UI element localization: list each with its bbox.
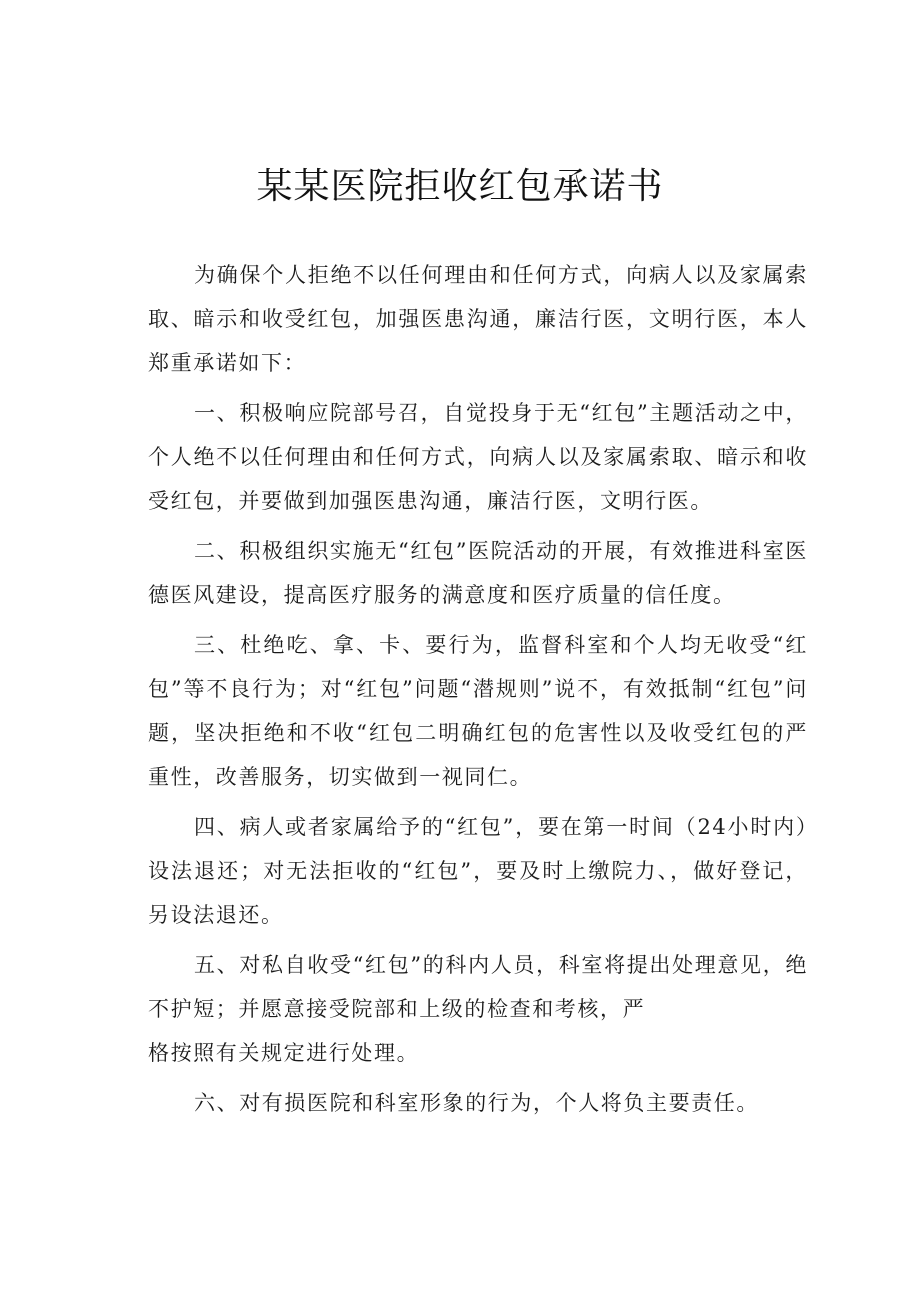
commitment-paragraph-1: 一、积极响应院部号召，自觉投身于无“红包”主题活动之中，个人绝不以任何理由和任何方式，向病人以及家属索取、暗示和收受红包，并要做到加强医患沟通，廉洁行医，文明行医。 bbox=[148, 401, 808, 513]
commitment-paragraph-5-part-1: 五、对私自收受“红包”的科内人员，科室将提出处理意见，绝不护短；并愿意接受院部和上级的检查和考核，严 bbox=[148, 953, 808, 1021]
commitment-paragraph-5 bbox=[148, 943, 808, 1075]
document-title: 某某医院拒收红包承诺书 bbox=[256, 166, 664, 207]
commitment-paragraph-3: 三、杜绝吃、拿、卡、要行为，监督科室和个人均无收受“红包”等不良行为；对“红包”问题“潜规则”说不，有效抵制“红包”问题，坚决拒绝和不收“红包二明确红包的危害性以及收受红包的严重性，改善服务，切实做到一视同仁。 bbox=[148, 633, 808, 789]
commitment-paragraph-6: 六、对有损医院和科室形象的行为，个人将负主要责任。 bbox=[194, 1091, 759, 1115]
document-body bbox=[148, 253, 808, 1131]
commitment-paragraph-4: 四、病人或者家属给予的“红包”，要在第一时间（24小时内）设法退还；对无法拒收的“红包”，要及时上缴院力、，做好登记，另设法退还。 bbox=[148, 815, 808, 927]
commitment-paragraph-2: 二、积极组织实施无“红包”医院活动的开展，有效推进科室医德医风建设，提高医疗服务的满意度和医疗质量的信任度。 bbox=[148, 539, 808, 607]
commitment-paragraph-5-part-2: 格按照有关规定进行处理。 bbox=[148, 1041, 420, 1065]
intro-paragraph: 为确保个人拒绝不以任何理由和任何方式，向病人以及家属索取、暗示和收受红包，加强医患沟通，廉洁行医，文明行医，本人郑重承诺如下： bbox=[148, 263, 808, 375]
